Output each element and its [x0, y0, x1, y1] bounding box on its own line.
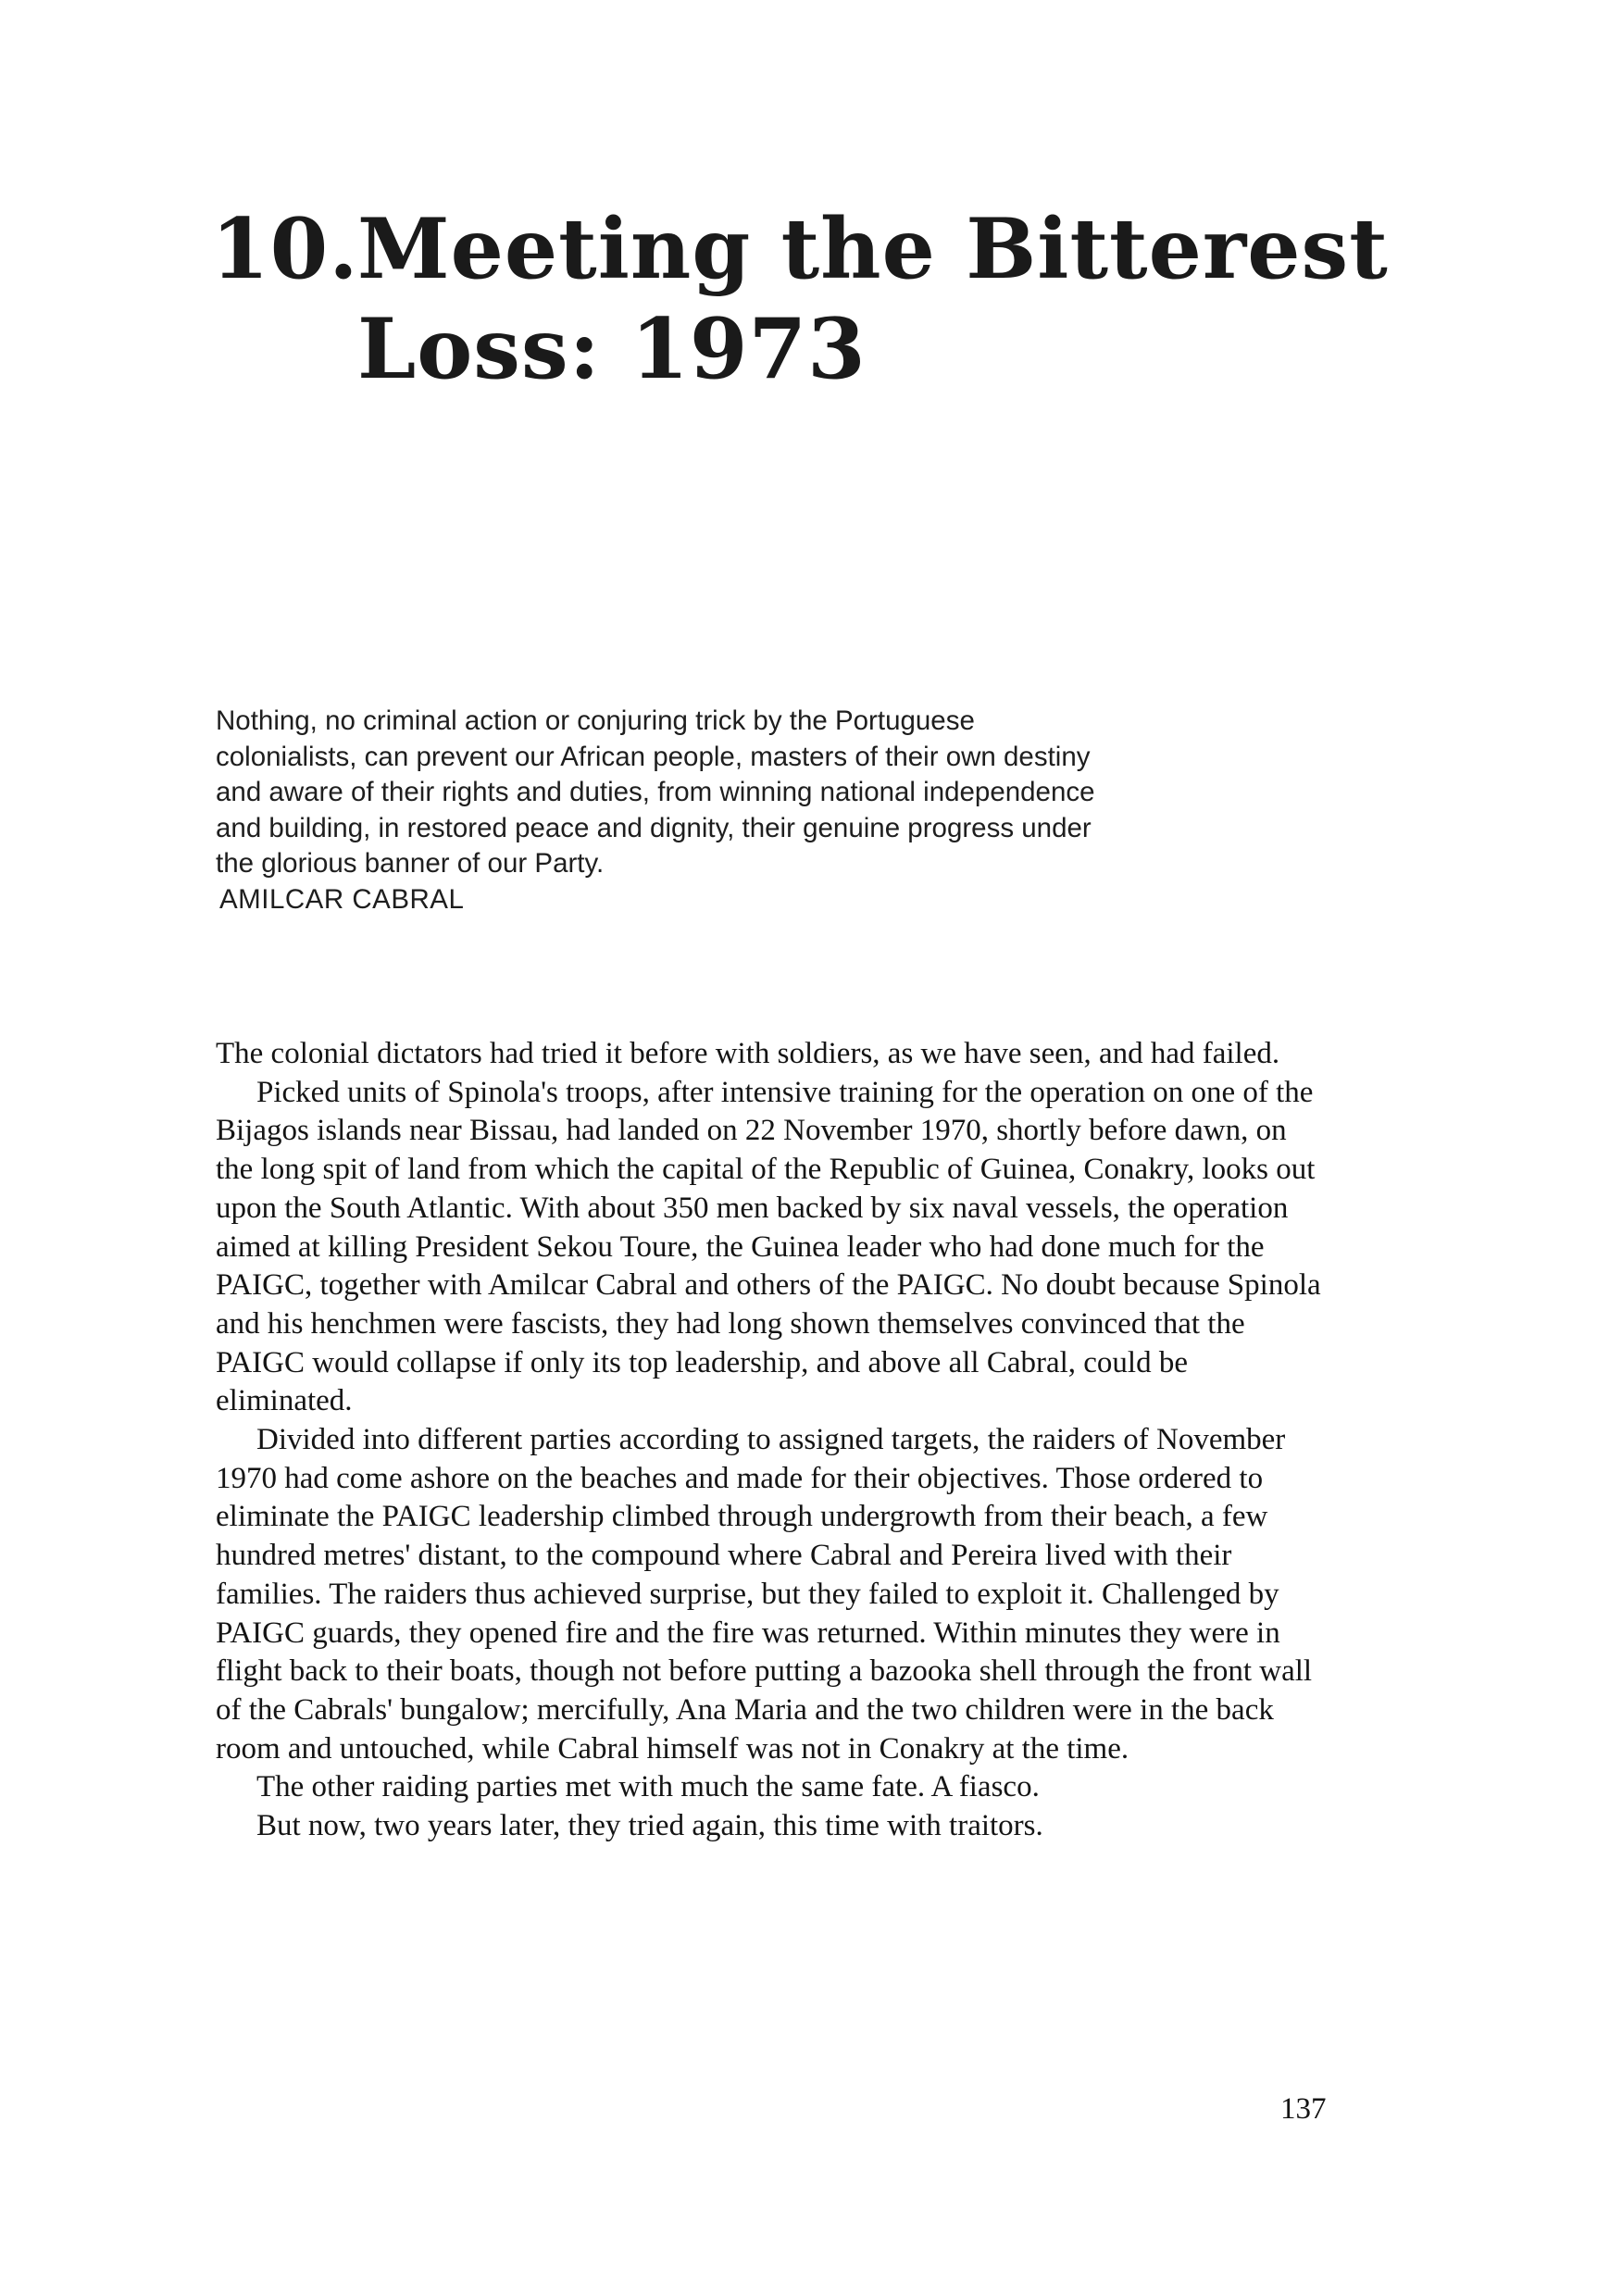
paragraph: The colonial dictators had tried it before with soldiers, as we have seen, and had failed. — [216, 1037, 1280, 1070]
epigraph-quote: Nothing, no criminal action or conjuring trick by the Portuguese colonialists, can prevent our African people, masters of their own destiny and aware of their rights and duties, from winning national independence and building, in restored peace and dignity, their genuine progress under the glorious banner of our Party. — [216, 705, 1095, 879]
paragraph: The other raiding parties met with much the same fate. A fiasco. — [256, 1770, 1040, 1804]
epigraph — [216, 704, 1104, 917]
chapter-title-line-1: Meeting the Bitterest — [357, 200, 1389, 298]
epigraph-author: AMILCAR CABRAL — [219, 883, 465, 915]
chapter-title-line-2: Loss: 1973 — [357, 300, 867, 398]
page-number: 137 — [1280, 2092, 1327, 2126]
chapter-number: 10. — [211, 200, 359, 298]
paragraph: But now, two years later, they tried again, this time with traitors. — [256, 1809, 1043, 1843]
body-text — [216, 1035, 1327, 1846]
chapter-title — [211, 199, 1389, 399]
paragraph: Picked units of Spinola's troops, after intensive training for the operation on one of the Bijagos islands near Bissau, had landed on 22 November 1970, shortly before dawn, on the long spit of land from which the capital of the Republic of Guinea, Conakry, looks out upon the South Atlantic. With about 350 men backed by six naval vessels, the operation aimed at killing President Sekou Toure, the Guinea leader who had done much for the PAIGC, together with Amilcar Cabral and others of the PAIGC. No doubt because Spinola and his henchmen were fascists, they had long shown themselves convinced that the PAIGC would collapse if only its top leadership, and above all Cabral, could be eliminated. — [216, 1075, 1321, 1418]
paragraph: Divided into different parties according to assigned targets, the raiders of November 1970 had come ashore on the beaches and made for their objectives. Those ordered to eliminate the PAIGC leadership climbed through undergrowth from their beach, a few hundred metres' distant, to the compound where Cabral and Pereira lived with their families. The raiders thus achieved surprise, but they failed to exploit it. Challenged by PAIGC guards, they opened fire and the fire was returned. Within minutes they were in flight back to their boats, though not before putting a bazooka shell through the front wall of the Cabrals' bungalow; mercifully, Ana Maria and the two children were in the back room and untouched, while Cabral himself was not in Conakry at the time. — [216, 1423, 1313, 1766]
